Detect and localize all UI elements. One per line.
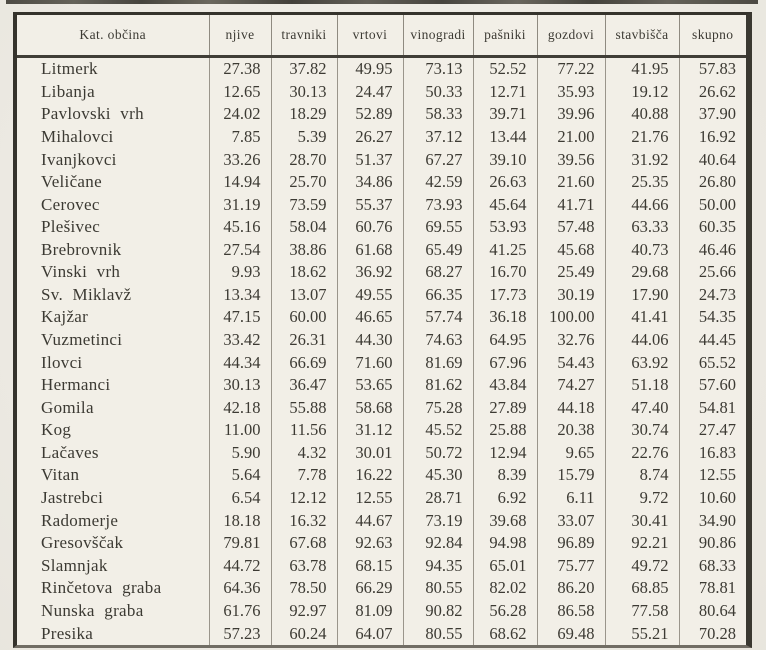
commune-name: Lačaves bbox=[17, 442, 209, 465]
value-cell: 94.35 bbox=[403, 554, 473, 577]
value-cell: 12.12 bbox=[271, 487, 337, 510]
column-header-travniki: travniki bbox=[271, 15, 337, 57]
value-cell: 37.90 bbox=[698, 104, 736, 124]
table-row bbox=[17, 126, 746, 149]
value-cell: 4.32 bbox=[271, 442, 337, 465]
column-header-gozdovi: gozdovi bbox=[537, 15, 605, 57]
column-header-skupno: skupno bbox=[679, 15, 746, 57]
value-cell: 24.47 bbox=[337, 81, 403, 104]
value-cell: 92.21 bbox=[605, 532, 679, 555]
value-cell: 49.95 bbox=[337, 57, 403, 81]
commune-name: Slamnjak bbox=[17, 554, 209, 577]
value-cell: 63.92 bbox=[605, 351, 679, 374]
value-cell: 31.19 bbox=[209, 193, 271, 216]
value-cell: 61.68 bbox=[337, 239, 403, 262]
table-row bbox=[17, 148, 746, 171]
value-cell: 11.56 bbox=[271, 419, 337, 442]
value-cell: 38.86 bbox=[271, 239, 337, 262]
value-cell: 25.49 bbox=[537, 261, 605, 284]
value-cell: 45.16 bbox=[209, 216, 271, 239]
value-cell: 78.81 bbox=[698, 578, 736, 598]
value-cell: 68.27 bbox=[403, 261, 473, 284]
table-row bbox=[17, 600, 746, 623]
land-use-percentage-table bbox=[17, 15, 746, 645]
value-cell: 15.79 bbox=[537, 464, 605, 487]
value-cell: 45.64 bbox=[473, 193, 537, 216]
value-cell: 41.41 bbox=[605, 306, 679, 329]
value-cell: 27.89 bbox=[473, 396, 537, 419]
table-frame bbox=[13, 12, 752, 648]
value-cell: 39.96 bbox=[537, 103, 605, 126]
table-body bbox=[17, 57, 746, 646]
value-cell: 21.60 bbox=[537, 171, 605, 194]
value-cell: 35.93 bbox=[537, 81, 605, 104]
value-cell: 60.76 bbox=[337, 216, 403, 239]
value-cell: 18.29 bbox=[271, 103, 337, 126]
value-cell: 33.42 bbox=[209, 329, 271, 352]
value-cell: 45.68 bbox=[537, 239, 605, 262]
table-row bbox=[17, 554, 746, 577]
top-scan-rule bbox=[6, 0, 758, 4]
value-cell: 80.55 bbox=[403, 577, 473, 600]
value-cell: 77.22 bbox=[537, 57, 605, 81]
table-row bbox=[17, 103, 746, 126]
value-cell: 67.27 bbox=[403, 148, 473, 171]
value-cell: 44.18 bbox=[537, 396, 605, 419]
value-cell: 92.84 bbox=[403, 532, 473, 555]
value-cell: 57.23 bbox=[209, 622, 271, 645]
value-cell: 28.71 bbox=[403, 487, 473, 510]
value-cell: 50.00 bbox=[698, 194, 736, 214]
value-cell: 47.40 bbox=[605, 396, 679, 419]
value-cell: 7.85 bbox=[209, 126, 271, 149]
value-cell: 86.20 bbox=[537, 577, 605, 600]
value-cell: 68.62 bbox=[473, 622, 537, 645]
column-header-pa-niki: pašniki bbox=[473, 15, 537, 57]
commune-name: Presika bbox=[17, 622, 209, 645]
table-row bbox=[17, 396, 746, 419]
value-cell: 39.56 bbox=[537, 148, 605, 171]
value-cell: 64.36 bbox=[209, 577, 271, 600]
value-cell: 100.00 bbox=[537, 306, 605, 329]
value-cell: 13.44 bbox=[473, 126, 537, 149]
value-cell: 46.46 bbox=[698, 239, 736, 259]
value-cell: 44.66 bbox=[605, 193, 679, 216]
commune-name: Sv. Miklavž bbox=[17, 284, 209, 307]
commune-name: Jastrebci bbox=[17, 487, 209, 510]
value-cell: 17.73 bbox=[473, 284, 537, 307]
value-cell: 16.32 bbox=[271, 509, 337, 532]
value-cell: 39.71 bbox=[473, 103, 537, 126]
value-cell: 36.92 bbox=[337, 261, 403, 284]
table-row bbox=[17, 351, 746, 374]
value-cell: 51.18 bbox=[605, 374, 679, 397]
value-cell: 31.92 bbox=[605, 148, 679, 171]
value-cell: 40.64 bbox=[698, 149, 736, 169]
value-cell: 65.01 bbox=[473, 554, 537, 577]
value-cell: 25.35 bbox=[605, 171, 679, 194]
value-cell: 60.00 bbox=[271, 306, 337, 329]
table-row bbox=[17, 239, 746, 262]
commune-name: Gomila bbox=[17, 396, 209, 419]
value-cell: 5.39 bbox=[271, 126, 337, 149]
value-cell: 57.74 bbox=[403, 306, 473, 329]
table-row bbox=[17, 81, 746, 104]
value-cell: 75.77 bbox=[537, 554, 605, 577]
value-cell: 25.66 bbox=[698, 262, 736, 282]
value-cell: 92.97 bbox=[271, 600, 337, 623]
table-row bbox=[17, 622, 746, 645]
value-cell: 64.07 bbox=[337, 622, 403, 645]
table-row bbox=[17, 577, 746, 600]
value-cell: 18.18 bbox=[209, 509, 271, 532]
value-cell: 27.47 bbox=[698, 420, 736, 440]
value-cell: 92.63 bbox=[337, 532, 403, 555]
value-cell: 80.55 bbox=[403, 622, 473, 645]
commune-name: Pavlovski vrh bbox=[17, 103, 209, 126]
column-header-vrtovi: vrtovi bbox=[337, 15, 403, 57]
value-cell: 25.70 bbox=[271, 171, 337, 194]
table-row bbox=[17, 532, 746, 555]
value-cell: 58.04 bbox=[271, 216, 337, 239]
value-cell: 68.85 bbox=[605, 577, 679, 600]
value-cell: 68.33 bbox=[698, 555, 736, 575]
value-cell: 44.67 bbox=[337, 509, 403, 532]
value-cell: 30.13 bbox=[209, 374, 271, 397]
value-cell: 53.65 bbox=[337, 374, 403, 397]
value-cell: 42.59 bbox=[403, 171, 473, 194]
value-cell: 82.02 bbox=[473, 577, 537, 600]
value-cell: 8.74 bbox=[605, 464, 679, 487]
value-cell: 32.76 bbox=[537, 329, 605, 352]
value-cell: 5.90 bbox=[209, 442, 271, 465]
value-cell: 6.11 bbox=[537, 487, 605, 510]
commune-name: Libanja bbox=[17, 81, 209, 104]
value-cell: 58.33 bbox=[403, 103, 473, 126]
value-cell: 24.02 bbox=[209, 103, 271, 126]
value-cell: 67.96 bbox=[473, 351, 537, 374]
value-cell: 57.48 bbox=[537, 216, 605, 239]
table-row bbox=[17, 284, 746, 307]
commune-name: Nunska graba bbox=[17, 600, 209, 623]
value-cell: 94.98 bbox=[473, 532, 537, 555]
table-row bbox=[17, 216, 746, 239]
table-row bbox=[17, 261, 746, 284]
table-row bbox=[17, 464, 746, 487]
value-cell: 86.58 bbox=[537, 600, 605, 623]
commune-name: Kajžar bbox=[17, 306, 209, 329]
column-header-vinogradi: vinogradi bbox=[403, 15, 473, 57]
value-cell: 69.48 bbox=[537, 622, 605, 645]
value-cell: 18.62 bbox=[271, 261, 337, 284]
commune-name: Vitan bbox=[17, 464, 209, 487]
value-cell: 71.60 bbox=[337, 351, 403, 374]
value-cell: 21.76 bbox=[605, 126, 679, 149]
value-cell: 73.59 bbox=[271, 193, 337, 216]
table-row bbox=[17, 329, 746, 352]
value-cell: 9.72 bbox=[605, 487, 679, 510]
value-cell: 73.19 bbox=[403, 509, 473, 532]
commune-name: Kog bbox=[17, 419, 209, 442]
value-cell: 7.78 bbox=[271, 464, 337, 487]
value-cell: 73.13 bbox=[403, 57, 473, 81]
table-row bbox=[17, 306, 746, 329]
value-cell: 41.71 bbox=[537, 193, 605, 216]
column-header-stavbi-a: stavbišča bbox=[605, 15, 679, 57]
value-cell: 57.60 bbox=[698, 375, 736, 395]
value-cell: 31.12 bbox=[337, 419, 403, 442]
value-cell: 52.52 bbox=[473, 57, 537, 81]
value-cell: 36.18 bbox=[473, 306, 537, 329]
value-cell: 81.09 bbox=[337, 600, 403, 623]
value-cell: 90.82 bbox=[403, 600, 473, 623]
value-cell: 45.30 bbox=[403, 464, 473, 487]
value-cell: 27.38 bbox=[209, 57, 271, 81]
table-row bbox=[17, 419, 746, 442]
value-cell: 30.74 bbox=[605, 419, 679, 442]
value-cell: 41.25 bbox=[473, 239, 537, 262]
value-cell: 60.24 bbox=[271, 622, 337, 645]
value-cell: 44.06 bbox=[605, 329, 679, 352]
value-cell: 36.47 bbox=[271, 374, 337, 397]
value-cell: 50.33 bbox=[403, 81, 473, 104]
value-cell: 16.92 bbox=[698, 126, 736, 146]
commune-name: Litmerk bbox=[17, 57, 209, 81]
value-cell: 16.70 bbox=[473, 261, 537, 284]
value-cell: 81.62 bbox=[403, 374, 473, 397]
value-cell: 74.27 bbox=[537, 374, 605, 397]
value-cell: 61.76 bbox=[209, 600, 271, 623]
value-cell: 44.45 bbox=[698, 330, 736, 350]
value-cell: 66.29 bbox=[337, 577, 403, 600]
value-cell: 49.72 bbox=[605, 554, 679, 577]
commune-name: Hermanci bbox=[17, 374, 209, 397]
value-cell: 28.70 bbox=[271, 148, 337, 171]
value-cell: 58.68 bbox=[337, 396, 403, 419]
commune-name: Plešivec bbox=[17, 216, 209, 239]
value-cell: 55.21 bbox=[605, 622, 679, 645]
table-header bbox=[17, 15, 746, 57]
value-cell: 12.65 bbox=[209, 81, 271, 104]
value-cell: 9.93 bbox=[209, 261, 271, 284]
value-cell: 26.80 bbox=[698, 172, 736, 192]
value-cell: 11.00 bbox=[209, 419, 271, 442]
value-cell: 60.35 bbox=[698, 217, 736, 237]
value-cell: 39.10 bbox=[473, 148, 537, 171]
value-cell: 21.00 bbox=[537, 126, 605, 149]
commune-name: Cerovec bbox=[17, 193, 209, 216]
value-cell: 67.68 bbox=[271, 532, 337, 555]
value-cell: 43.84 bbox=[473, 374, 537, 397]
value-cell: 34.86 bbox=[337, 171, 403, 194]
value-cell: 49.55 bbox=[337, 284, 403, 307]
value-cell: 40.88 bbox=[605, 103, 679, 126]
value-cell: 12.55 bbox=[337, 487, 403, 510]
table-row bbox=[17, 374, 746, 397]
table-row bbox=[17, 487, 746, 510]
value-cell: 22.76 bbox=[605, 442, 679, 465]
value-cell: 37.82 bbox=[271, 57, 337, 81]
value-cell: 81.69 bbox=[403, 351, 473, 374]
value-cell: 63.78 bbox=[271, 554, 337, 577]
value-cell: 51.37 bbox=[337, 148, 403, 171]
value-cell: 26.62 bbox=[698, 81, 736, 101]
commune-name: Ivanjkovci bbox=[17, 148, 209, 171]
value-cell: 70.28 bbox=[698, 623, 736, 643]
value-cell: 65.52 bbox=[698, 352, 736, 372]
value-cell: 34.90 bbox=[698, 510, 736, 530]
value-cell: 16.22 bbox=[337, 464, 403, 487]
value-cell: 16.83 bbox=[698, 442, 736, 462]
value-cell: 66.35 bbox=[403, 284, 473, 307]
value-cell: 55.37 bbox=[337, 193, 403, 216]
value-cell: 30.19 bbox=[537, 284, 605, 307]
value-cell: 64.95 bbox=[473, 329, 537, 352]
value-cell: 12.55 bbox=[698, 465, 736, 485]
value-cell: 47.15 bbox=[209, 306, 271, 329]
value-cell: 39.68 bbox=[473, 509, 537, 532]
value-cell: 19.12 bbox=[605, 81, 679, 104]
value-cell: 45.52 bbox=[403, 419, 473, 442]
table-row bbox=[17, 442, 746, 465]
value-cell: 68.15 bbox=[337, 554, 403, 577]
value-cell: 74.63 bbox=[403, 329, 473, 352]
value-cell: 25.88 bbox=[473, 419, 537, 442]
value-cell: 26.63 bbox=[473, 171, 537, 194]
table-row bbox=[17, 171, 746, 194]
value-cell: 24.73 bbox=[698, 284, 736, 304]
value-cell: 29.68 bbox=[605, 261, 679, 284]
value-cell: 14.94 bbox=[209, 171, 271, 194]
value-cell: 44.30 bbox=[337, 329, 403, 352]
table-row bbox=[17, 509, 746, 532]
value-cell: 26.27 bbox=[337, 126, 403, 149]
column-header-kat-ob-ina: Kat. občina bbox=[17, 15, 209, 57]
value-cell: 54.35 bbox=[698, 307, 736, 327]
value-cell: 63.33 bbox=[605, 216, 679, 239]
value-cell: 5.64 bbox=[209, 464, 271, 487]
value-cell: 50.72 bbox=[403, 442, 473, 465]
table-row bbox=[17, 57, 746, 81]
value-cell: 44.34 bbox=[209, 351, 271, 374]
value-cell: 10.60 bbox=[698, 487, 736, 507]
value-cell: 33.07 bbox=[537, 509, 605, 532]
value-cell: 40.73 bbox=[605, 239, 679, 262]
value-cell: 30.41 bbox=[605, 509, 679, 532]
value-cell: 54.81 bbox=[698, 397, 736, 417]
commune-name: Vinski vrh bbox=[17, 261, 209, 284]
commune-name: Rinčetova graba bbox=[17, 577, 209, 600]
value-cell: 79.81 bbox=[209, 532, 271, 555]
value-cell: 55.88 bbox=[271, 396, 337, 419]
commune-name: Gresovščak bbox=[17, 532, 209, 555]
value-cell: 78.50 bbox=[271, 577, 337, 600]
value-cell: 8.39 bbox=[473, 464, 537, 487]
commune-name: Brebrovnik bbox=[17, 239, 209, 262]
value-cell: 75.28 bbox=[403, 396, 473, 419]
value-cell: 69.55 bbox=[403, 216, 473, 239]
value-cell: 73.93 bbox=[403, 193, 473, 216]
value-cell: 96.89 bbox=[537, 532, 605, 555]
commune-name: Ilovci bbox=[17, 351, 209, 374]
value-cell: 37.12 bbox=[403, 126, 473, 149]
value-cell: 57.83 bbox=[698, 59, 736, 79]
value-cell: 30.01 bbox=[337, 442, 403, 465]
value-cell: 13.34 bbox=[209, 284, 271, 307]
table-row bbox=[17, 193, 746, 216]
value-cell: 53.93 bbox=[473, 216, 537, 239]
value-cell: 9.65 bbox=[537, 442, 605, 465]
value-cell: 65.49 bbox=[403, 239, 473, 262]
value-cell: 66.69 bbox=[271, 351, 337, 374]
value-cell: 42.18 bbox=[209, 396, 271, 419]
value-cell: 30.13 bbox=[271, 81, 337, 104]
value-cell: 20.38 bbox=[537, 419, 605, 442]
header-row bbox=[17, 15, 746, 57]
value-cell: 77.58 bbox=[605, 600, 679, 623]
commune-name: Veličane bbox=[17, 171, 209, 194]
value-cell: 46.65 bbox=[337, 306, 403, 329]
commune-name: Radomerje bbox=[17, 509, 209, 532]
value-cell: 27.54 bbox=[209, 239, 271, 262]
value-cell: 56.28 bbox=[473, 600, 537, 623]
value-cell: 44.72 bbox=[209, 554, 271, 577]
value-cell: 52.89 bbox=[337, 103, 403, 126]
value-cell: 33.26 bbox=[209, 148, 271, 171]
value-cell: 26.31 bbox=[271, 329, 337, 352]
value-cell: 54.43 bbox=[537, 351, 605, 374]
value-cell: 12.71 bbox=[473, 81, 537, 104]
value-cell: 13.07 bbox=[271, 284, 337, 307]
value-cell: 17.90 bbox=[605, 284, 679, 307]
value-cell: 12.94 bbox=[473, 442, 537, 465]
value-cell: 90.86 bbox=[698, 533, 736, 553]
value-cell: 41.95 bbox=[605, 57, 679, 81]
commune-name: Vuzmetinci bbox=[17, 329, 209, 352]
value-cell: 80.64 bbox=[698, 600, 736, 620]
column-header-njive: njive bbox=[209, 15, 271, 57]
commune-name: Mihalovci bbox=[17, 126, 209, 149]
value-cell: 6.92 bbox=[473, 487, 537, 510]
value-cell: 6.54 bbox=[209, 487, 271, 510]
